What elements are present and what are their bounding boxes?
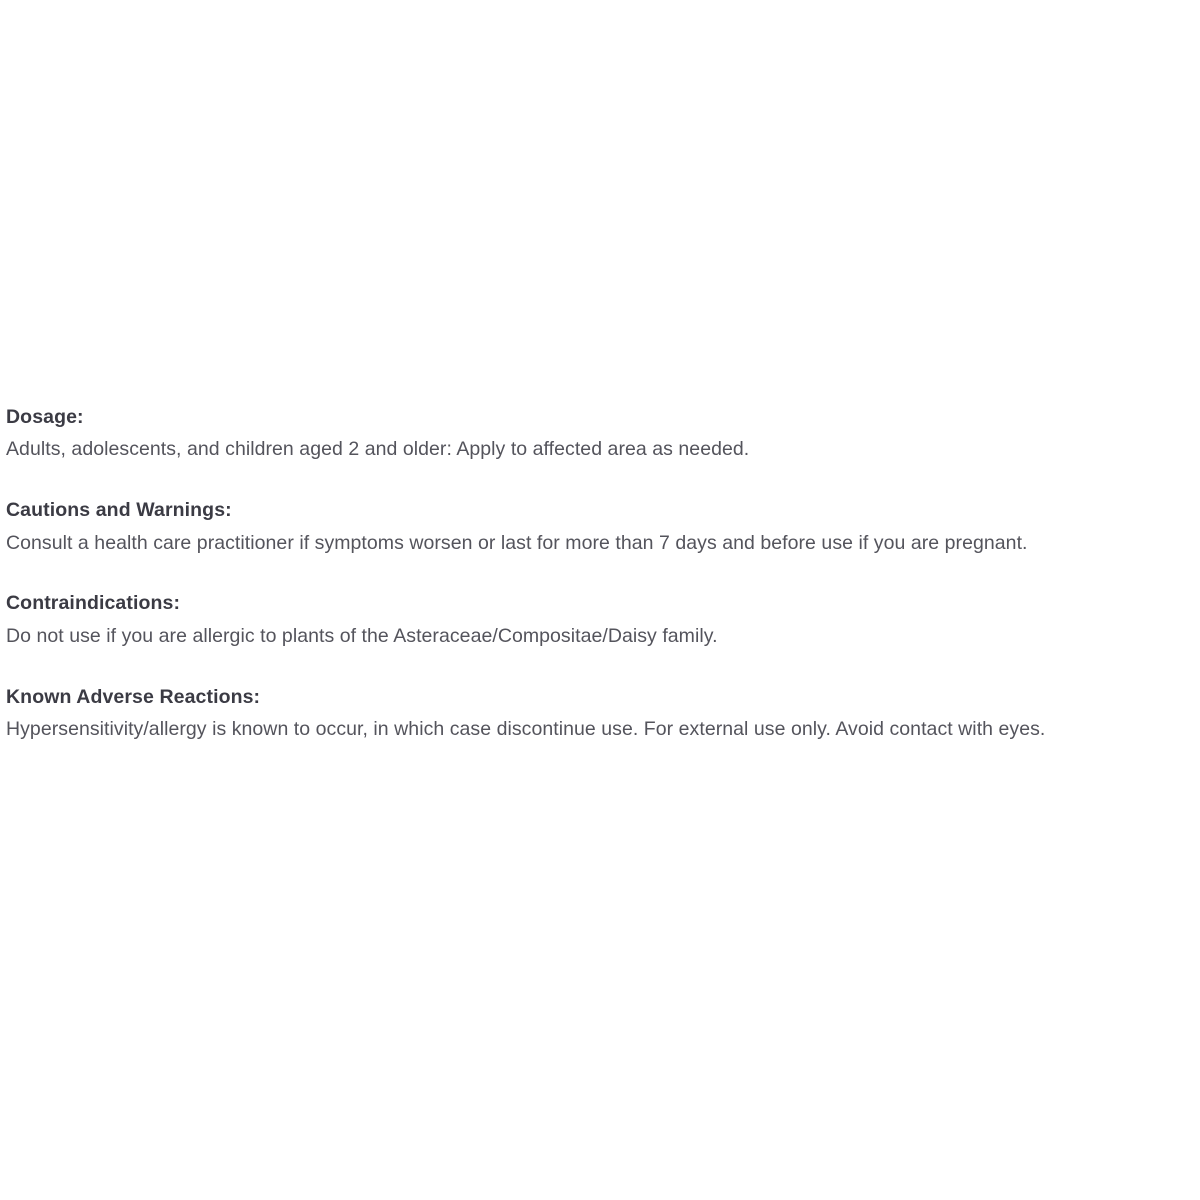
section-body: Hypersensitivity/allergy is known to occur, in which case discontinue use. For external use only. Avoid contact with eyes. [6,717,1046,740]
product-label-text-block [6,404,1194,743]
section-cautions-and-warnings [6,497,1194,556]
section-body: Adults, adolescents, and children aged 2 and older: Apply to affected area as needed. [6,438,750,461]
section-heading: Contraindications: [6,592,181,615]
section-dosage [6,404,1194,463]
section-body: Consult a health care practitioner if symptoms worsen or last for more than 7 days and before use if you are pregnant. [6,531,1028,554]
section-contraindications [6,590,1194,649]
section-heading: Dosage: [6,406,84,428]
section-heading: Cautions and Warnings: [6,499,232,522]
section-heading: Known Adverse Reactions: [6,685,261,708]
section-known-adverse-reactions [6,684,1194,743]
section-body: Do not use if you are allergic to plants of the Asteraceae/Compositae/Daisy family. [6,624,718,647]
